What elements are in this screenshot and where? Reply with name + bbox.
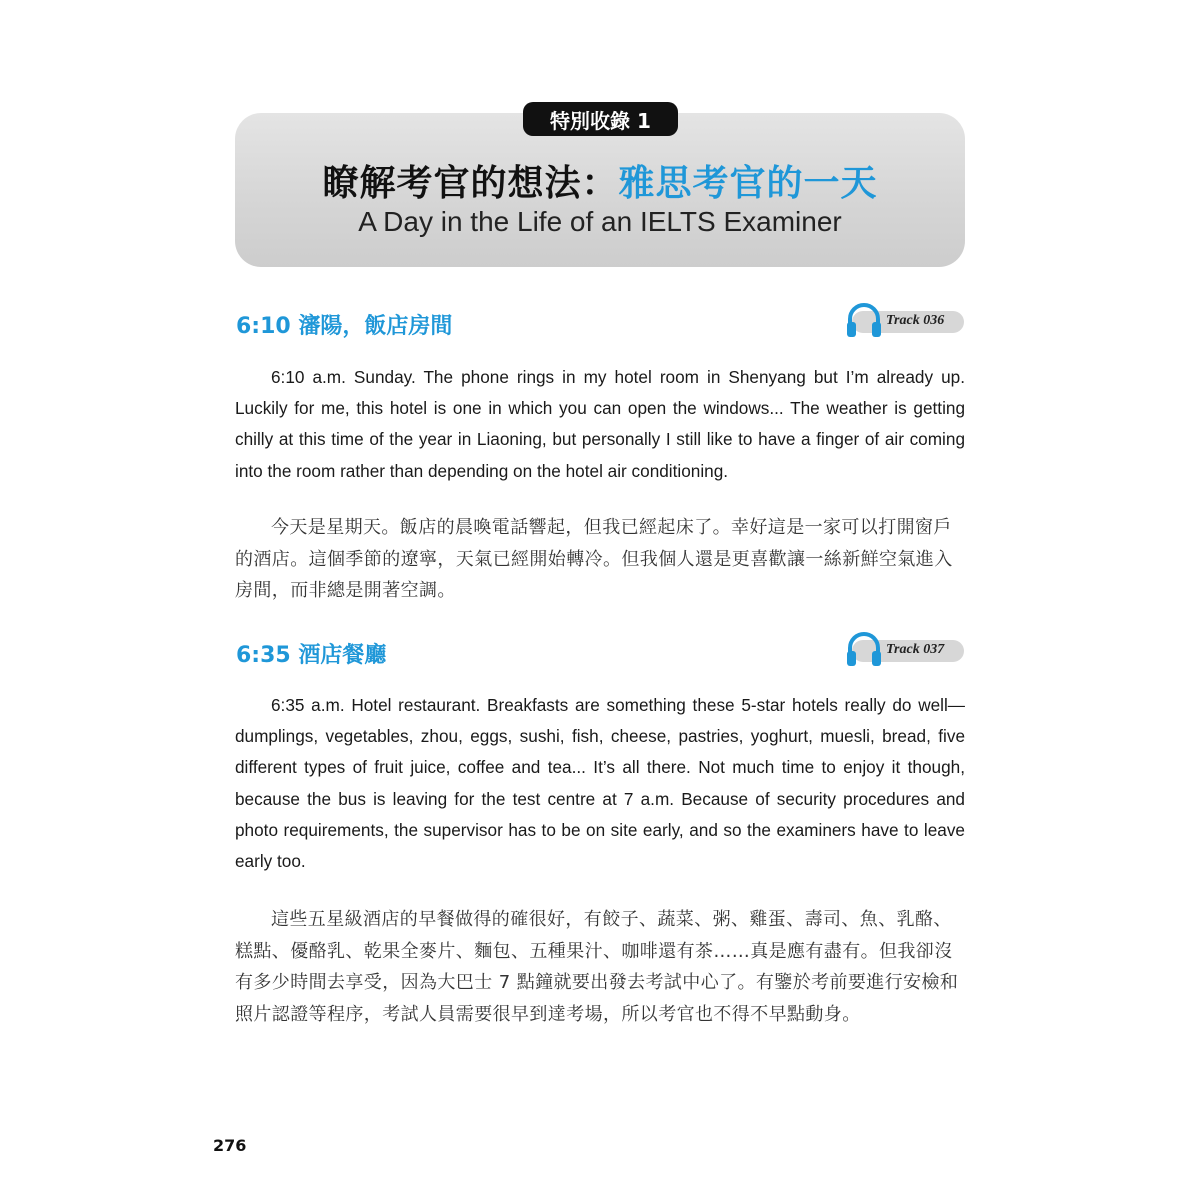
page-title [235, 155, 965, 206]
headphone-icon [846, 630, 882, 668]
headphone-icon [846, 301, 882, 339]
title-highlight: 雅思考官的一天 [618, 163, 878, 204]
page-number: 276 [213, 1136, 247, 1155]
track-label-1[interactable]: Track 036 [886, 313, 945, 328]
page-subtitle: A Day in the Life of an IELTS Examiner [358, 206, 842, 237]
paragraph-english-1: 6:10 a.m. Sunday. The phone rings in my hotel room in Shenyang but I’m already up. Luckily for me, this hotel is one in which you can open the windows... The weather is getting chilly at this time of the year in Liaoning, but personally I still like to have a finger of air coming into the room rather than depending on the hotel air conditioning. [235, 367, 965, 481]
track-label-2[interactable]: Track 037 [886, 642, 945, 657]
section-heading-2: 6:35 酒店餐廳 [236, 643, 387, 668]
special-section-tag: 特別收錄 1 [523, 102, 678, 136]
paragraph-english-2: 6:35 a.m. Hotel restaurant. Breakfasts are something these 5-star hotels really do well—dumplings, vegetables, zhou, eggs, sushi, fish, cheese, pastries, yoghurt, muesli, bread, five different types of fruit juice, coffee and tea... It’s all there. Not much time to enjoy it though, because the bus is leaving for the test centre at 7 a.m. Because of security procedures and photo requirements, the supervisor has to be on site early, and so the examiners have to leave early too. [235, 695, 965, 872]
paragraph-chinese-2: 這些五星級酒店的早餐做得的確很好，有餃子、蔬菜、粥、雞蛋、壽司、魚、乳酪、糕點、優酪乳、乾果全麥片、麵包、五種果汁、咖啡還有茶……真是應有盡有。但我卻沒有多少時間去享受，因為大巴士 7 點鐘就要出發去考試中心了。有鑒於考前要進行安檢和照片認證等程序，考試人員需要很早到達考場，所以考官也不得不早點動身。 [235, 909, 959, 1025]
paragraph-chinese-1: 今天是星期天。飯店的晨喚電話響起，但我已經起床了。幸好這是一家可以打開窗戶的酒店。這個季節的遼寧，天氣已經開始轉冷。但我個人還是更喜歡讓一絲新鮮空氣進入房間，而非總是開著空調。 [235, 517, 953, 601]
title-main: 瞭解考官的想法： [322, 163, 619, 204]
section-heading-1: 6:10 瀋陽，飯店房間 [236, 314, 453, 339]
